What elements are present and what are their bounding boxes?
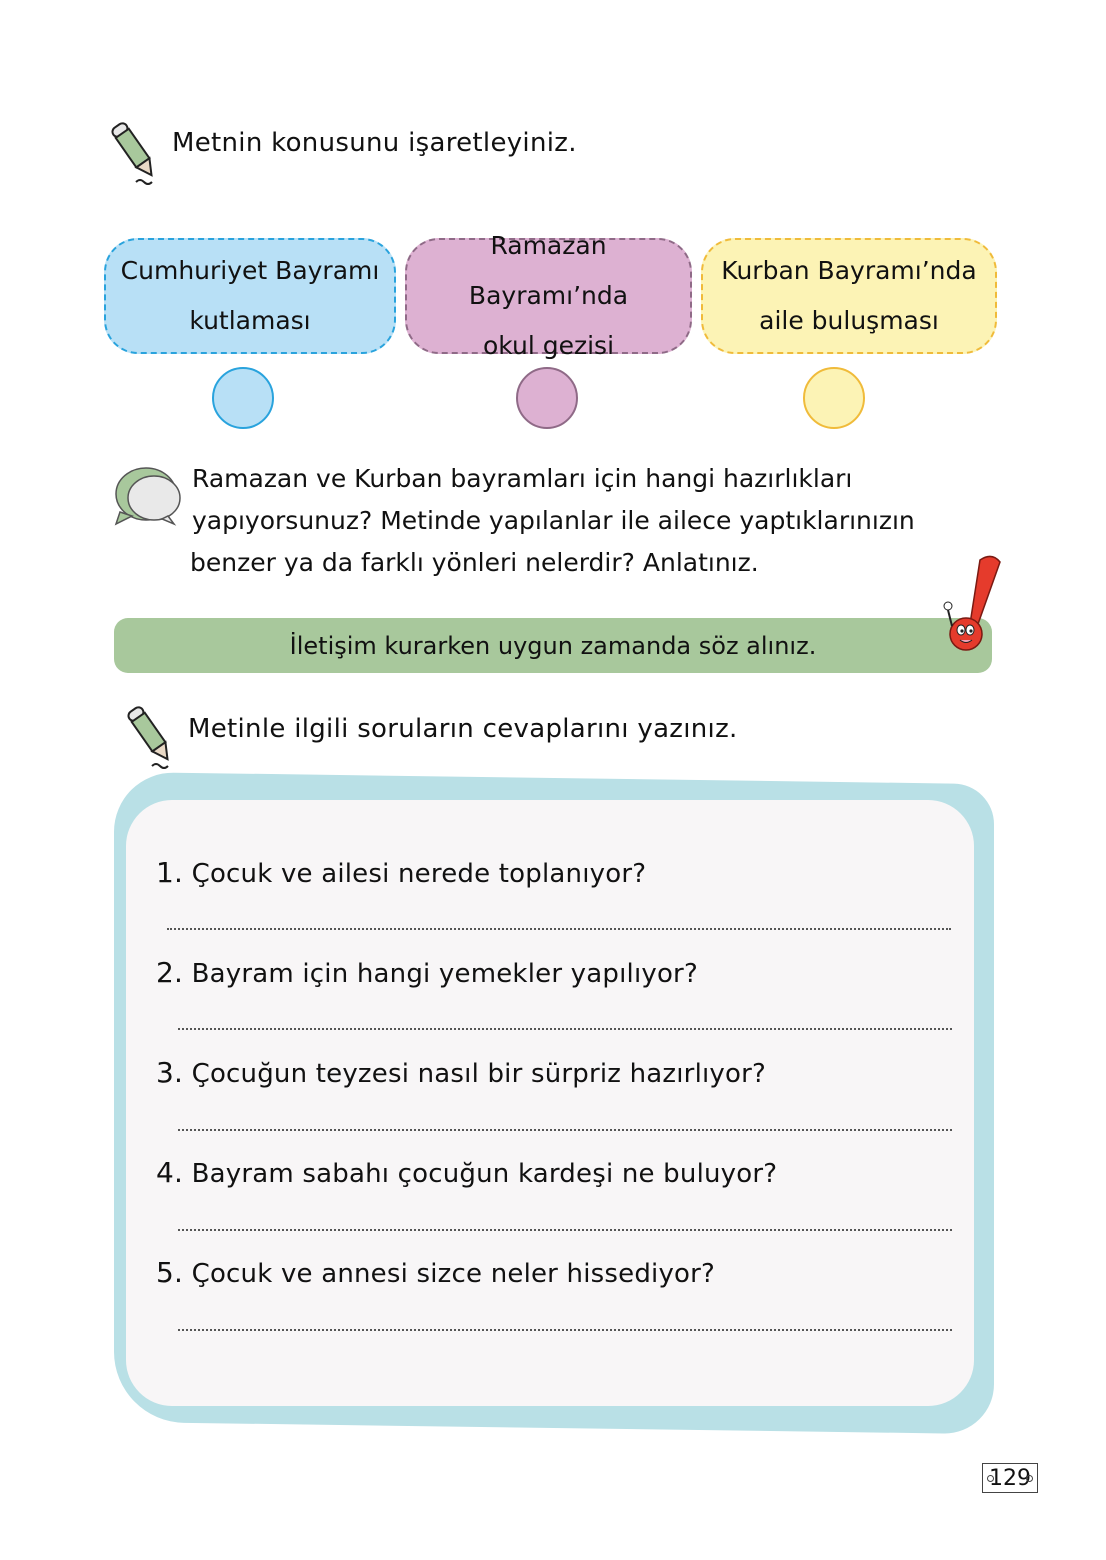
pencil-icon bbox=[124, 700, 180, 774]
questions-card bbox=[126, 800, 974, 1406]
discussion-line-2: yapıyorsunuz? Metinde yapılanlar ile ailece yaptıklarınızın bbox=[192, 506, 915, 535]
answer-line-4[interactable] bbox=[178, 1229, 952, 1231]
question-text: Çocuk ve annesi sizce neler hissediyor? bbox=[191, 1259, 716, 1289]
question-3 bbox=[156, 1056, 766, 1089]
question-2 bbox=[156, 956, 698, 989]
page-number-text: 129 bbox=[989, 1465, 1031, 1491]
instruction-answer-questions: Metinle ilgili soruların cevaplarını yazınız. bbox=[188, 714, 738, 744]
option-ramazan[interactable] bbox=[405, 231, 692, 360]
question-text: Çocuğun teyzesi nasıl bir sürpriz hazırlıyor? bbox=[191, 1059, 767, 1089]
question-number: 2. bbox=[156, 956, 184, 989]
rivet-icon bbox=[987, 1475, 994, 1482]
discussion-line-3: benzer ya da farklı yönleri nelerdir? Anlatınız. bbox=[190, 548, 759, 577]
question-5 bbox=[156, 1256, 715, 1289]
question-number: 5. bbox=[156, 1256, 184, 1289]
option-line2: aile buluşması bbox=[759, 306, 939, 335]
question-text: Bayram için hangi yemekler yapılıyor? bbox=[191, 959, 698, 989]
pencil-icon bbox=[108, 116, 164, 190]
option-line1: Ramazan Bayramı’nda bbox=[468, 231, 629, 310]
answer-line-1[interactable] bbox=[167, 928, 951, 930]
question-text: Çocuk ve ailesi nerede toplanıyor? bbox=[191, 859, 647, 889]
speech-bubble-icon bbox=[112, 464, 188, 528]
exclamation-mascot-icon bbox=[940, 552, 1010, 656]
question-number: 4. bbox=[156, 1156, 184, 1189]
question-4 bbox=[156, 1156, 777, 1189]
answer-line-5[interactable] bbox=[178, 1329, 952, 1331]
checkbox-kurban[interactable] bbox=[803, 367, 865, 429]
option-line1: Cumhuriyet Bayramı bbox=[120, 256, 380, 285]
answer-line-2[interactable] bbox=[178, 1028, 952, 1030]
question-1 bbox=[156, 856, 646, 889]
tip-text: İletişim kurarken uygun zamanda söz alınız. bbox=[289, 631, 817, 660]
checkbox-ramazan[interactable] bbox=[516, 367, 578, 429]
option-cumhuriyet[interactable] bbox=[104, 238, 396, 354]
rivet-icon bbox=[1026, 1475, 1033, 1482]
discussion-line-1: Ramazan ve Kurban bayramları için hangi hazırlıkları bbox=[192, 464, 853, 493]
tip-banner bbox=[114, 618, 992, 673]
option-line1: Kurban Bayramı’nda bbox=[721, 256, 977, 285]
page-number bbox=[982, 1463, 1038, 1493]
question-number: 3. bbox=[156, 1056, 184, 1089]
option-kurban[interactable] bbox=[701, 238, 997, 354]
question-number: 1. bbox=[156, 856, 184, 889]
option-line2: okul gezisi bbox=[482, 331, 615, 360]
option-line2: kutlaması bbox=[189, 306, 311, 335]
checkbox-cumhuriyet[interactable] bbox=[212, 367, 274, 429]
question-text: Bayram sabahı çocuğun kardeşi ne buluyor? bbox=[191, 1159, 778, 1189]
instruction-mark-topic: Metnin konusunu işaretleyiniz. bbox=[172, 128, 577, 158]
answer-line-3[interactable] bbox=[178, 1129, 952, 1131]
